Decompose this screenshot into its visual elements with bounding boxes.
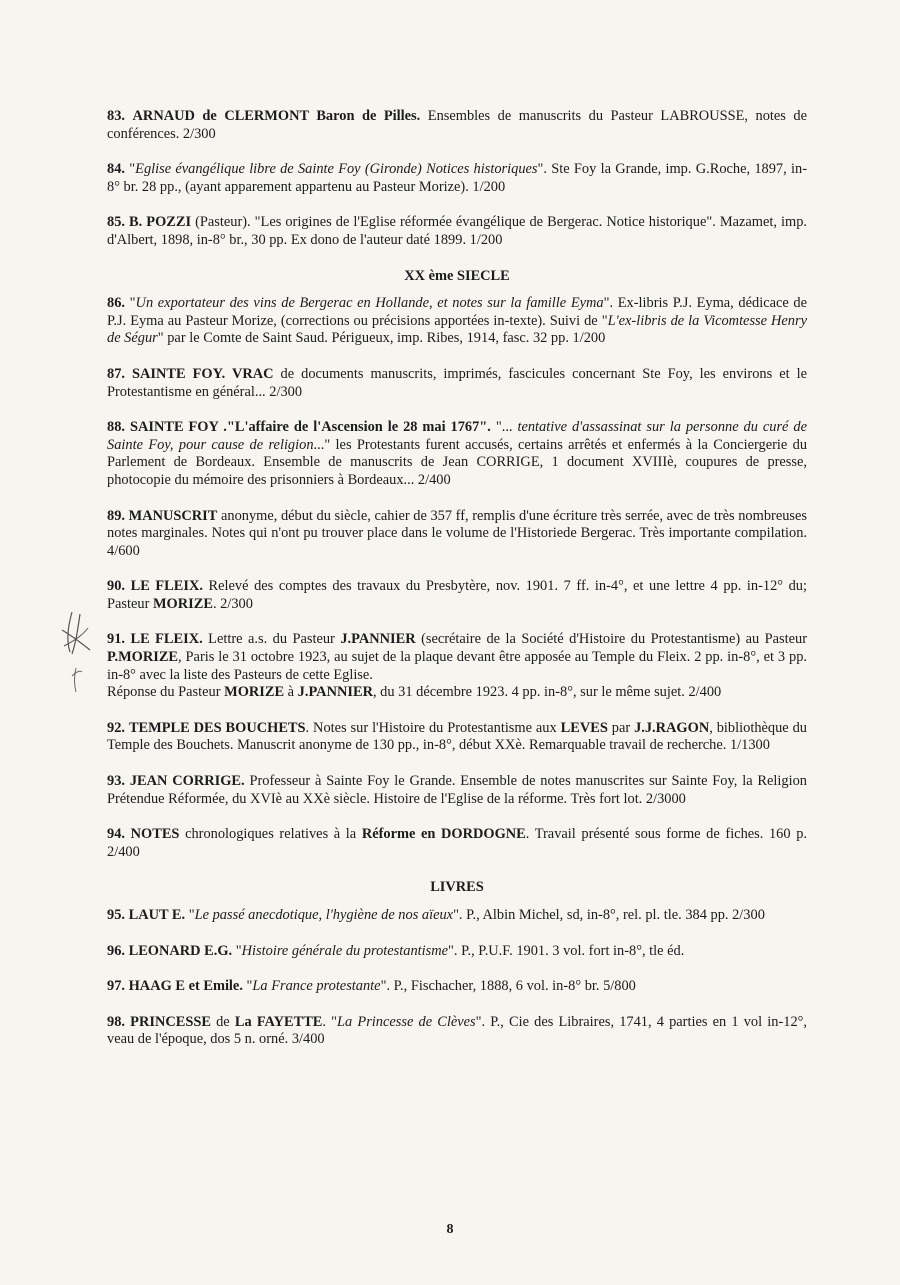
entry-title-italic: Un exportateur des vins de Bergerac en Hollande, et notes sur la famille Eyma: [135, 295, 604, 312]
entry-text: " par le Comte de Saint Saud. Périgueux, imp. Ribes, 1914, fasc. 32 pp. 1/200: [157, 330, 606, 347]
entry-text: à: [284, 684, 298, 701]
entry-bold-text: LE FLEIX.: [130, 578, 203, 595]
entry-number: 96.: [107, 942, 125, 959]
entry-number: 84.: [107, 161, 125, 178]
entry-number: 89.: [107, 507, 125, 524]
entry-text: Professeur à Sainte Foy le Grande. Ensemble de notes manuscrites sur Sainte Foy, la Religion Prétendue Réformée, du XVIè au XXè siècle. Histoire de l'Eglise de la réforme. Très fort lot. 2/3000: [107, 773, 807, 807]
entry-bold-text: B. POZZI: [129, 214, 192, 231]
entry-text: Ensembles de manuscrits du Pasteur LABROUSSE, notes de conférences. 2/300: [107, 108, 807, 142]
catalog-entry: [107, 508, 807, 561]
catalog-entry: [107, 826, 807, 861]
entry-bold-text: MORIZE: [152, 595, 213, 612]
entry-bold-text: J.PANNIER: [340, 631, 416, 648]
entry-text: ": [242, 978, 253, 995]
entry-number: 88.: [107, 419, 125, 436]
entry-number: 83.: [107, 108, 125, 124]
entry-text: ". P., Albin Michel, sd, in-8°, rel. pl. tle. 384 pp. 2/300: [453, 907, 765, 923]
entries-19th-century: [107, 108, 807, 250]
entry-text: ": [185, 907, 195, 923]
entry-number: 94.: [107, 826, 125, 843]
section-heading-livres: LIVRES: [430, 879, 484, 896]
entry-number: 95.: [107, 907, 125, 923]
entry-text: Réponse du Pasteur: [107, 684, 225, 701]
catalog-content: [107, 108, 807, 1067]
entry-number: 87.: [107, 365, 125, 382]
entry-title-italic: Eglise évangélique libre de Sainte Foy (Gironde) Notices historiques: [135, 161, 538, 178]
entry-text: , Paris le 31 octobre 1923, au sujet de la plaque devant être apposée au Temple du Fleix. 2 pp. in-8°, et 3 pp. in-8° avec la liste des Pasteurs de cette Eglise.: [107, 649, 807, 683]
entry-bold-text: PRINCESSE: [130, 1013, 211, 1030]
entry-number: 90.: [107, 578, 125, 595]
entry-bold-text: TEMPLE DES BOUCHETS: [128, 719, 306, 736]
entry-bold-text: MANUSCRIT: [128, 507, 218, 524]
entry-text: (secrétaire de la Société d'Histoire du Protestantisme) au Pasteur: [415, 631, 807, 648]
entry-text: (Pasteur). "Les origines de l'Eglise réformée évangélique de Bergerac. Notice historique". Mazamet, imp. d'Albert, 1898, in-8° br., 30 pp. Ex dono de l'auteur daté 1899. 1/200: [107, 214, 807, 248]
entry-title-italic: La France protestante: [252, 978, 381, 995]
catalog-entry: [107, 773, 807, 808]
entry-title-italic: La Princesse de Clèves: [337, 1013, 476, 1030]
entry-text: ": [232, 942, 242, 959]
entry-bold-text: LE FLEIX.: [130, 631, 203, 648]
entry-bold-text: Réforme en DORDOGNE: [361, 826, 526, 843]
entry-bold-text: MORIZE: [224, 684, 285, 701]
catalog-entry: [107, 578, 807, 613]
catalog-entry: [107, 108, 807, 143]
entry-text: "...: [490, 419, 518, 436]
entry-bold-text: LEVES: [560, 719, 608, 736]
entry-number: 85.: [107, 214, 125, 231]
entry-text: . ": [322, 1013, 338, 1030]
entry-bold-text: J.PANNIER: [297, 684, 373, 701]
entry-text: de: [210, 1013, 235, 1030]
entry-title-italic: Le passé anecdotique, l'hygiène de nos aïeux: [194, 907, 454, 923]
catalog-entry: [107, 295, 807, 348]
entry-bold-text: ARNAUD de CLERMONT Baron de Pilles.: [132, 108, 421, 124]
entry-text: , du 31 décembre 1923. 4 pp. in-8°, sur le même sujet. 2/400: [372, 684, 722, 701]
section-heading-xx-siecle: XX ème SIECLE: [404, 267, 510, 284]
entry-title-italic: tentative d'assassinat sur la personne du curé de Sainte Foy, pour cause de religion: [107, 419, 807, 453]
entry-title-italic: Histoire générale du protestantisme: [241, 942, 449, 959]
entry-bold-text: J.J.RAGON: [634, 719, 710, 736]
catalog-entry: [107, 419, 807, 489]
catalog-entry: [107, 214, 807, 249]
entry-bold-text: La FAYETTE: [234, 1013, 323, 1030]
entry-bold-text: SAINTE FOY ."L'affaire de l'Ascension le 28 mai 1767".: [129, 419, 491, 436]
entry-text: de documents manuscrits, imprimés, fascicules concernant Ste Foy, les environs et le Protestantisme en général... 2/300: [107, 365, 807, 400]
entry-bold-text: LEONARD E.G.: [128, 942, 233, 959]
entry-text: . 2/300: [212, 595, 253, 612]
catalog-entry: [107, 631, 807, 701]
entry-number: 92.: [107, 719, 125, 736]
entry-number: 86.: [107, 295, 125, 312]
catalog-entry: [107, 720, 807, 755]
entry-text: ". P., Fischacher, 1888, 6 vol. in-8° br. 5/800: [380, 978, 636, 995]
catalog-entry: [107, 161, 807, 196]
entry-text: Relevé des comptes des travaux du Presbytère, nov. 1901. 7 ff. in-4°, et une lettre 4 pp. in-12° du; Pasteur: [107, 578, 808, 612]
entry-bold-text: NOTES: [130, 826, 180, 843]
page-number: 8: [446, 1222, 454, 1237]
entry-title-italic: L'ex-libris de la Vicomtesse Henry de Ségur: [107, 312, 807, 347]
entry-text: ". Ste Foy la Grande, imp. G.Roche, 1897, in-8° br. 28 pp., (ayant apparement appartenu au Pasteur Morize). 1/200: [107, 161, 807, 195]
entry-number: 93.: [107, 773, 125, 790]
entry-bold-text: LAUT E.: [128, 907, 186, 923]
entries-20th-century: [107, 295, 807, 861]
entry-text: par: [607, 719, 635, 736]
entry-text: chronologiques relatives à la: [179, 826, 362, 843]
entry-text: , bibliothèque du Temple des Bouchets. Manuscrit anonyme de 130 pp., in-8°, début XXè. Remarquable travail de recherche. 1/1300: [107, 719, 807, 754]
entry-text: anonyme, début du siècle, cahier de 357 ff, remplis d'une écriture très serrée, avec de très nombreuses notes marginales. Notes qui n'ont pu trouver place dans le volume de l'Historiede Bergerac. Très importante compilation. 4/600: [107, 507, 807, 559]
entry-text: Lettre a.s. du Pasteur: [202, 631, 341, 648]
catalog-entry: [107, 978, 807, 996]
entry-number: 98.: [107, 1013, 125, 1030]
entry-number: 97.: [107, 978, 125, 995]
entry-bold-text: SAINTE FOY. VRAC: [132, 365, 274, 382]
entry-text: . Notes sur l'Histoire du Protestantisme aux: [305, 719, 561, 736]
entry-text: ". P., Cie des Libraires, 1741, 4 parties en 1 vol in-12°, veau de l'époque, dos 5 n. orné. 3/400: [107, 1013, 807, 1048]
catalog-entry: [107, 943, 807, 961]
entry-text: ": [129, 295, 136, 312]
entry-text: ". Ex-libris P.J. Eyma, dédicace de P.J. Eyma au Pasteur Morize, (corrections ou précisions apportées in-texte). Suivi de ": [107, 295, 807, 329]
entry-text: ": [129, 161, 136, 178]
entry-bold-text: P.MORIZE: [107, 649, 179, 666]
entries-livres: [107, 907, 807, 1049]
entry-text: . Travail présenté sous forme de fiches. 160 p. 2/400: [107, 826, 807, 860]
catalog-entry: [107, 366, 807, 401]
entry-bold-text: JEAN CORRIGE.: [129, 773, 245, 790]
entry-text: ". P., P.U.F. 1901. 3 vol. fort in-8°, tle éd.: [448, 942, 685, 959]
entry-bold-text: HAAG E et Emile.: [128, 978, 243, 995]
catalog-entry: [107, 907, 807, 925]
catalog-entry: [107, 1014, 807, 1049]
entry-number: 91.: [107, 631, 125, 648]
entry-text: ..." les Protestants furent accusés, certains arrêtés et enfermés à la Conciergerie du Parlement de Bordeaux. Ensemble de manuscrits de Jean CORRIGE, 1 document XVIIIè, coupures de presse, photocopie du mémoire des prisonniers à Bordeaux... 2/400: [107, 436, 808, 488]
handwritten-margin-mark: [58, 606, 94, 696]
